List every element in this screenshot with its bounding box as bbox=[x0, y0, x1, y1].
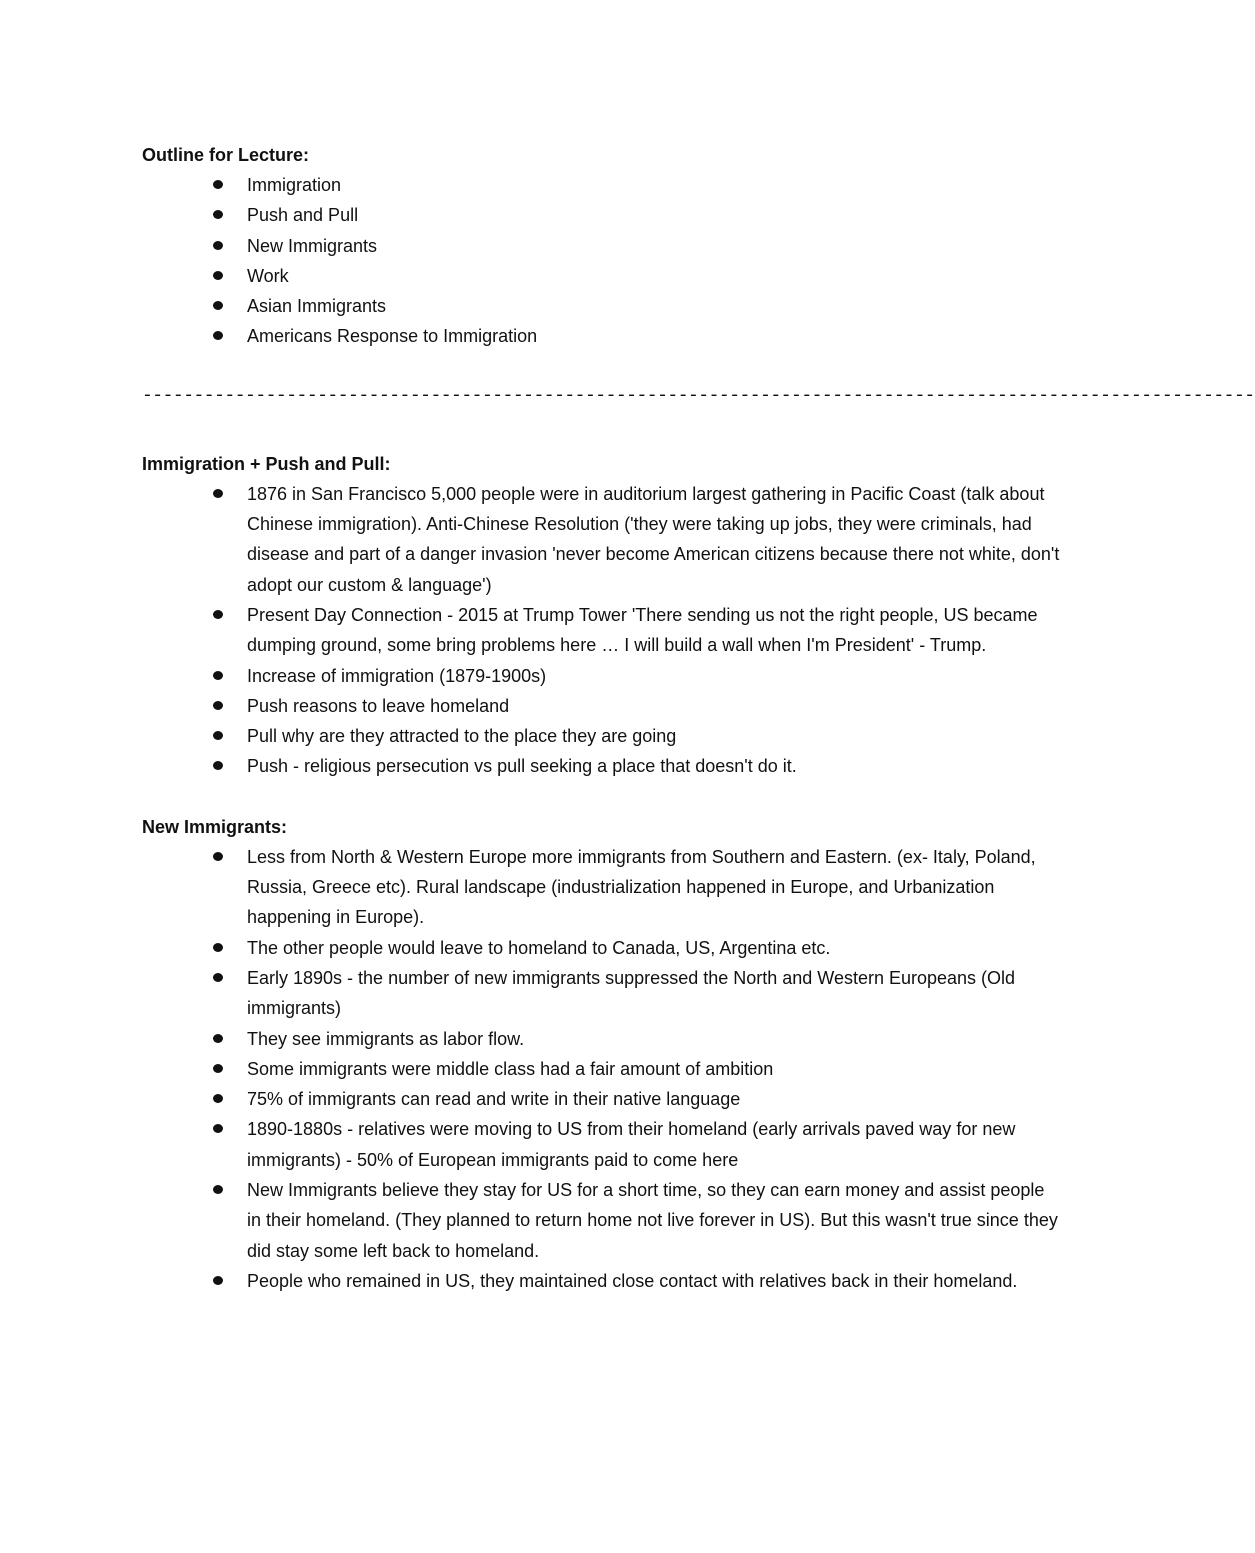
bullet-icon bbox=[213, 671, 223, 680]
new-immigrants-heading: New Immigrants: bbox=[142, 816, 288, 837]
push-pull-section bbox=[142, 449, 1062, 782]
list-item bbox=[247, 200, 1062, 230]
bullet-icon bbox=[213, 301, 223, 310]
list-item bbox=[247, 721, 1062, 751]
list-item-text: Early 1890s - the number of new immigrants suppressed the North and Western Europeans (Old immigrants) bbox=[247, 967, 1016, 1019]
document-page bbox=[142, 140, 1255, 1296]
bullet-icon bbox=[213, 1276, 223, 1285]
bullet-icon bbox=[213, 701, 223, 710]
list-item bbox=[247, 751, 1062, 781]
list-item-text: The other people would leave to homeland to Canada, US, Argentina etc. bbox=[247, 937, 831, 958]
list-item-text: Push - religious persecution vs pull seeking a place that doesn't do it. bbox=[247, 756, 797, 777]
bullet-icon bbox=[213, 331, 223, 340]
bullet-icon bbox=[213, 1124, 223, 1133]
list-item bbox=[247, 600, 1062, 661]
list-item-text: Immigration bbox=[247, 175, 342, 195]
list-item-text: 75% of immigrants can read and write in their native language bbox=[247, 1089, 741, 1110]
list-item-text: Americans Response to Immigration bbox=[247, 326, 538, 347]
list-item-text: Less from North & Western Europe more immigrants from Southern and Eastern. (ex- Italy, Poland, Russia, Greece etc). Rural landscape (industrialization happened in Europe, and Urbanization happening in Europe). bbox=[247, 846, 1036, 928]
list-item bbox=[247, 291, 1062, 321]
list-item-text: Present Day Connection - 2015 at Trump Tower 'There sending us not the right people, US became dumping ground, some bring problems here … I will build a wall when I'm President' - Trump. bbox=[247, 604, 1038, 656]
list-item-text: Some immigrants were middle class had a fair amount of ambition bbox=[247, 1058, 774, 1079]
bullet-icon bbox=[213, 1185, 223, 1194]
list-item bbox=[247, 1024, 1062, 1054]
list-item-text: 1876 in San Francisco 5,000 people were in auditorium largest gathering in Pacific Coast (talk about Chinese immigration). Anti-Chinese Resolution ('they were taking up jobs, they were criminals, had disease and part of a danger invasion 'never become American citizens because there not white, don't adopt our custom & language') bbox=[247, 483, 1060, 595]
bullet-icon bbox=[213, 489, 223, 498]
list-item-text: New Immigrants believe they stay for US for a short time, so they can earn money and assist people in their homeland. (They planned to return home not live forever in US). But this wasn't true since they did stay some left back to homeland. bbox=[247, 1180, 1058, 1261]
list-item-text: People who remained in US, they maintained close contact with relatives back in their homeland. bbox=[247, 1270, 1018, 1291]
bullet-icon bbox=[213, 210, 223, 219]
bullet-icon bbox=[213, 943, 223, 952]
list-item-text: Pull why are they attracted to the place they are going bbox=[247, 726, 677, 747]
dashed-divider: ------------------------------------------------------------------------------------------------------------ bbox=[142, 385, 1255, 406]
list-item-text: Work bbox=[247, 265, 289, 286]
list-item bbox=[247, 963, 1062, 1024]
bullet-icon bbox=[213, 731, 223, 740]
outline-heading: Outline for Lecture: bbox=[142, 145, 310, 165]
list-item bbox=[247, 661, 1062, 691]
list-item-text: Push and Pull bbox=[247, 205, 359, 226]
list-item bbox=[247, 1084, 1062, 1114]
list-item bbox=[247, 321, 1062, 351]
list-item bbox=[247, 1114, 1062, 1175]
bullet-icon bbox=[213, 852, 223, 861]
bullet-icon bbox=[213, 973, 223, 982]
list-item bbox=[247, 231, 1062, 261]
list-item-text: Asian Immigrants bbox=[247, 296, 387, 317]
list-item bbox=[247, 261, 1062, 291]
list-item bbox=[247, 1054, 1062, 1084]
push-pull-list bbox=[142, 479, 1062, 782]
outline-section bbox=[142, 140, 1062, 352]
bullet-icon bbox=[213, 180, 223, 189]
list-item-text: 1890-1880s - relatives were moving to US from their homeland (early arrivals paved way for new immigrants) - 50% of European immigrants paid to come here bbox=[247, 1119, 1016, 1170]
list-item-text: They see immigrants as labor flow. bbox=[247, 1028, 525, 1049]
list-item bbox=[247, 933, 1062, 963]
list-item bbox=[247, 842, 1062, 933]
push-pull-heading: Immigration + Push and Pull: bbox=[142, 453, 391, 474]
list-item bbox=[247, 1266, 1062, 1296]
new-immigrants-section bbox=[142, 812, 1062, 1296]
list-item bbox=[247, 170, 1062, 200]
list-item-text: Increase of immigration (1879-1900s) bbox=[247, 665, 547, 686]
bullet-icon bbox=[213, 761, 223, 770]
bullet-icon bbox=[213, 1064, 223, 1073]
new-immigrants-list bbox=[142, 842, 1062, 1296]
bullet-icon bbox=[213, 610, 223, 619]
bullet-icon bbox=[213, 1034, 223, 1043]
bullet-icon bbox=[213, 1094, 223, 1103]
list-item bbox=[247, 479, 1062, 600]
list-item bbox=[247, 1175, 1062, 1266]
list-item-text: Push reasons to leave homeland bbox=[247, 695, 510, 716]
bullet-icon bbox=[213, 271, 223, 280]
bullet-icon bbox=[213, 241, 223, 250]
list-item bbox=[247, 691, 1062, 721]
list-item-text: New Immigrants bbox=[247, 235, 378, 256]
outline-list bbox=[142, 170, 1062, 352]
